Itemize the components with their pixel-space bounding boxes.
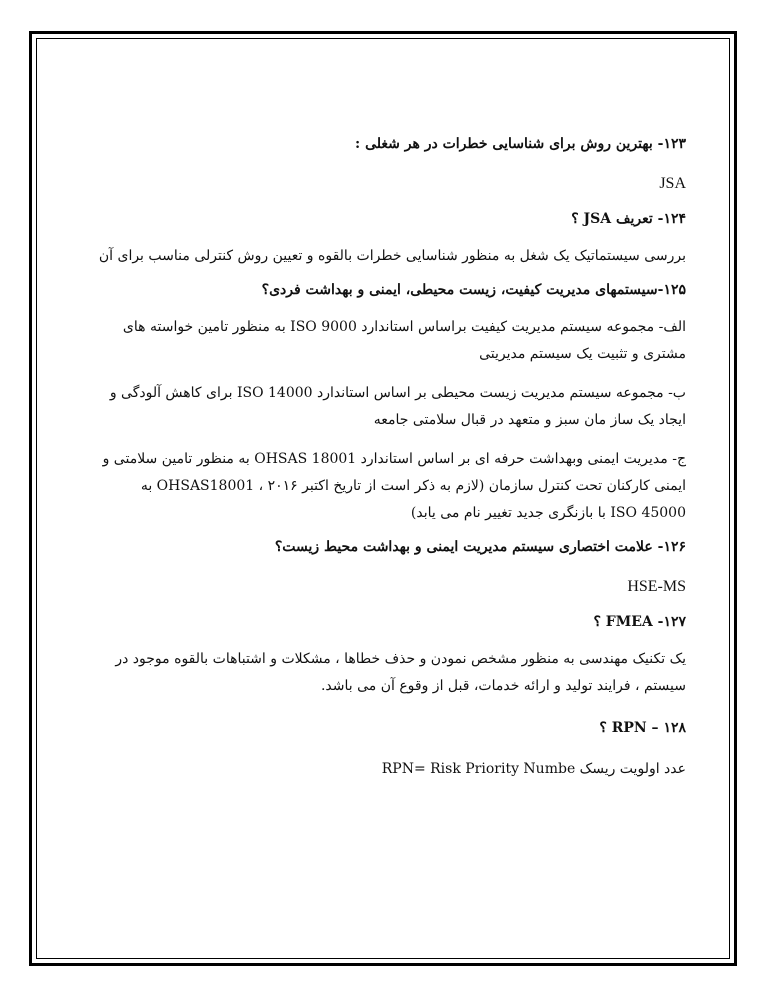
answer-128: عدد اولویت ریسک RPN= Risk Priority Numbe <box>381 761 686 777</box>
answer-125-a-line-1: الف- مجموعه سیستم مدیریت کیفیت براساس استاندارد ISO 9000 به منظور تامین خواسته های <box>122 319 686 335</box>
answer-127 <box>86 646 686 700</box>
answer-127-line-1: یک تکنیک مهندسی به منظور مشخص نمودن و حذف خطاها ، مشکلات و اشتباهات بالقوه موجود در <box>115 651 686 667</box>
answer-125-b <box>86 380 686 434</box>
answer-125-b-line-2: ایجاد یک ساز مان سبز و متعهد در قبال سلامتی جامعه <box>373 412 686 428</box>
answer-125-c-line-1: ج- مدیریت ایمنی وبهداشت حرفه ای بر اساس استاندارد OHSAS 18001 به منظور تامین سلامتی و <box>102 451 686 467</box>
answer-125-c-line-2: ایمنی کارکنان تحت کنترل سازمان (لازم به ذکر است از تاریخ اکتبر ۲۰۱۶ ، OHSAS18001 به <box>140 478 686 494</box>
question-123: ۱۲۳- بهترین روش برای شناسایی خطرات در هر شغلی : <box>355 136 686 152</box>
answer-124: بررسی سیستماتیک یک شغل به منظور شناسایی خطرات بالقوه و تعیین روش کنترلی مناسب برای آن <box>98 248 686 264</box>
answer-125-a-line-2: مشتری و تثبیت یک سیستم مدیریتی <box>479 346 686 362</box>
answer-125-b-line-1: ب- مجموعه سیستم مدیریت زیست محیطی بر اساس استاندارد ISO 14000 برای کاهش آلودگی و <box>109 385 686 401</box>
document-content <box>86 128 686 783</box>
answer-125-c <box>86 446 686 527</box>
question-128: ۱۲۸ – RPN ؟ <box>599 720 686 736</box>
answer-123: JSA <box>659 175 686 192</box>
answer-127-line-2: سیستم ، فرایند تولید و ارائه خدمات، قبل از وقوع آن می باشد. <box>320 678 686 694</box>
question-124: ۱۲۴- تعریف JSA ؟ <box>571 211 686 227</box>
question-126: ۱۲۶- علامت اختصاری سیستم مدیریت ایمنی و بهداشت محیط زیست؟ <box>274 539 686 555</box>
answer-126: HSE-MS <box>627 578 686 595</box>
answer-125-c-line-3: ISO 45000 با بازنگری جدید تغییر نام می یابد) <box>410 505 686 521</box>
question-125: ۱۲۵-سیستمهای مدیریت کیفیت، زیست محیطی، ایمنی و بهداشت فردی؟ <box>261 282 686 298</box>
question-127: ۱۲۷- FMEA ؟ <box>593 614 686 630</box>
answer-125-a <box>86 314 686 368</box>
